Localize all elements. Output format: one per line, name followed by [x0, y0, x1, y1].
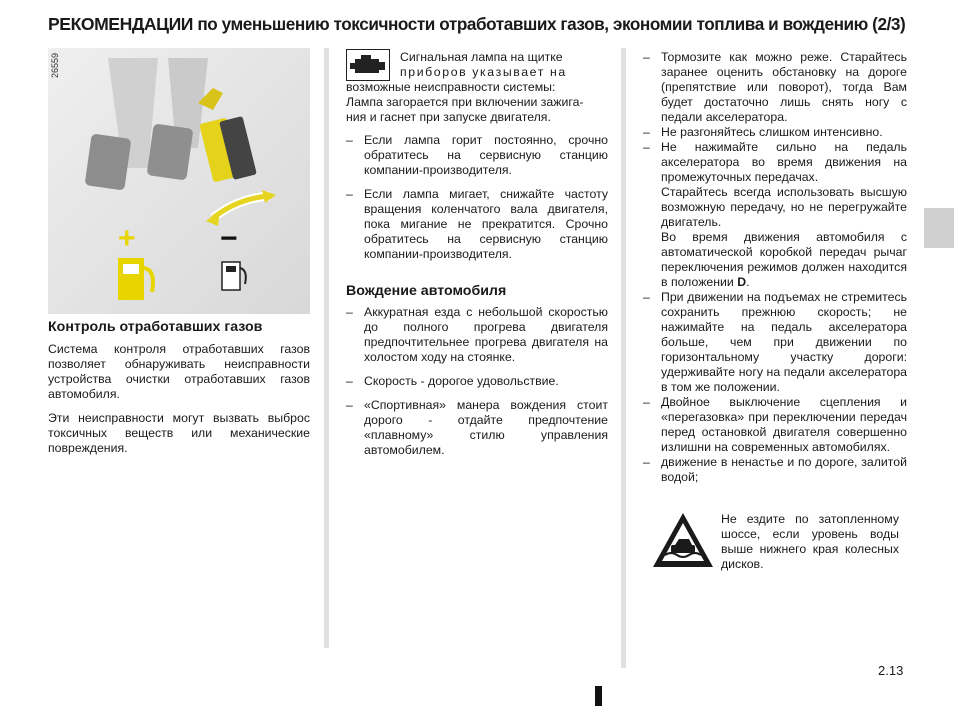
lamp-text: Сигнальная лампа на щитке — [400, 50, 563, 64]
list-item: – Аккуратная езда с небольшой скоростью до полного прогрева двигателя предпочтительнее прогрева двигателя на холостом ходу на стоянке. — [346, 305, 608, 364]
lamp-text: возможные неисправности системы: — [346, 80, 556, 94]
list-item: – Не разгоняйтесь слишком интенсивно. — [643, 125, 883, 139]
list-item: – Не нажимайте сильно на педаль акселератора во время движения на промежуточных передачах. — [643, 140, 907, 184]
plus-sign: + — [118, 222, 136, 255]
paragraph: Эти неисправности могут вызвать выброс токсичных веществ или механические повреждения. — [48, 411, 310, 455]
lamp-text: приборов указывает на — [400, 65, 567, 79]
pedals-illustration — [48, 48, 310, 314]
column-divider — [621, 48, 626, 668]
page-number: 2.13 — [878, 663, 904, 678]
list-item: – Двойное выключение сцепления и «перегазовка» при переключении передач перед остановкой двигателя совершенно излишни на современных автомобилях. — [643, 395, 907, 454]
page-marker — [595, 686, 602, 706]
figure-code: 26559 — [50, 52, 60, 78]
paragraph: Старайтесь всегда использовать высшую возможную передачу, но не перегружайте двигатель. — [661, 185, 907, 229]
lamp-text: ния и гаснет при запуске двигателя. — [346, 110, 551, 124]
list-item: – При движении на подъемах не стремитесь сохранить прежнюю скорость; не нажимайте на педаль акселератора больше, чем при движении по горизонтальному участку дороги: удерживайте ногу на педали акселератора в том же положении. — [643, 290, 907, 394]
list-item: – движение в ненастье и по дороге, залитой водой; — [643, 455, 907, 484]
minus-sign: − — [220, 222, 238, 255]
flooded-road-warning-icon — [651, 511, 715, 571]
paragraph: Во время движения автомобиля с автоматической коробкой передач рычаг переключения режимов должен находится в положении D. — [661, 230, 907, 289]
lamp-text: Лампа загорается при включении зажига- — [346, 95, 584, 109]
section-tab — [924, 208, 954, 248]
list-item: – Тормозите как можно реже. Старайтесь заранее оценить обстановку на дороге (препятствие или поворот), тогда Вам будет достаточно лишь снять ногу с педали акселератора. — [643, 50, 907, 124]
list-item: – Если лампа мигает, снижайте частоту вращения коленчатого вала двигателя, пока мигание не прекратится. Срочно обратитесь на сервисную станцию компании-производителя. — [346, 187, 608, 261]
paragraph: Система контроля отработавших газов позволяет обнаруживать неисправности устройства очистки отработавших газов автомобиля. — [48, 342, 310, 401]
section-heading: Вождение автомобиля — [346, 283, 507, 299]
list-item: – Если лампа горит постоянно, срочно обратитесь на сервисную станцию компании-производителя. — [346, 133, 608, 177]
page-title: РЕКОМЕНДАЦИИ по уменьшению токсичности отработавших газов, экономии топлива и вождению (2/3) — [48, 14, 906, 34]
warning-text: Не ездите по затопленному шоссе, если уровень воды выше нижнего края колесных дисков. — [721, 512, 899, 571]
pedals-drawing — [48, 48, 310, 314]
list-item: – «Спортивная» манера вождения стоит дорого - отдайте предпочтение «плавному» стилю управления автомобилем. — [346, 398, 608, 457]
section-heading: Контроль отработавших газов — [48, 319, 263, 335]
column-divider — [324, 48, 329, 648]
list-item: – Скорость - дорогое удовольствие. — [346, 374, 559, 388]
